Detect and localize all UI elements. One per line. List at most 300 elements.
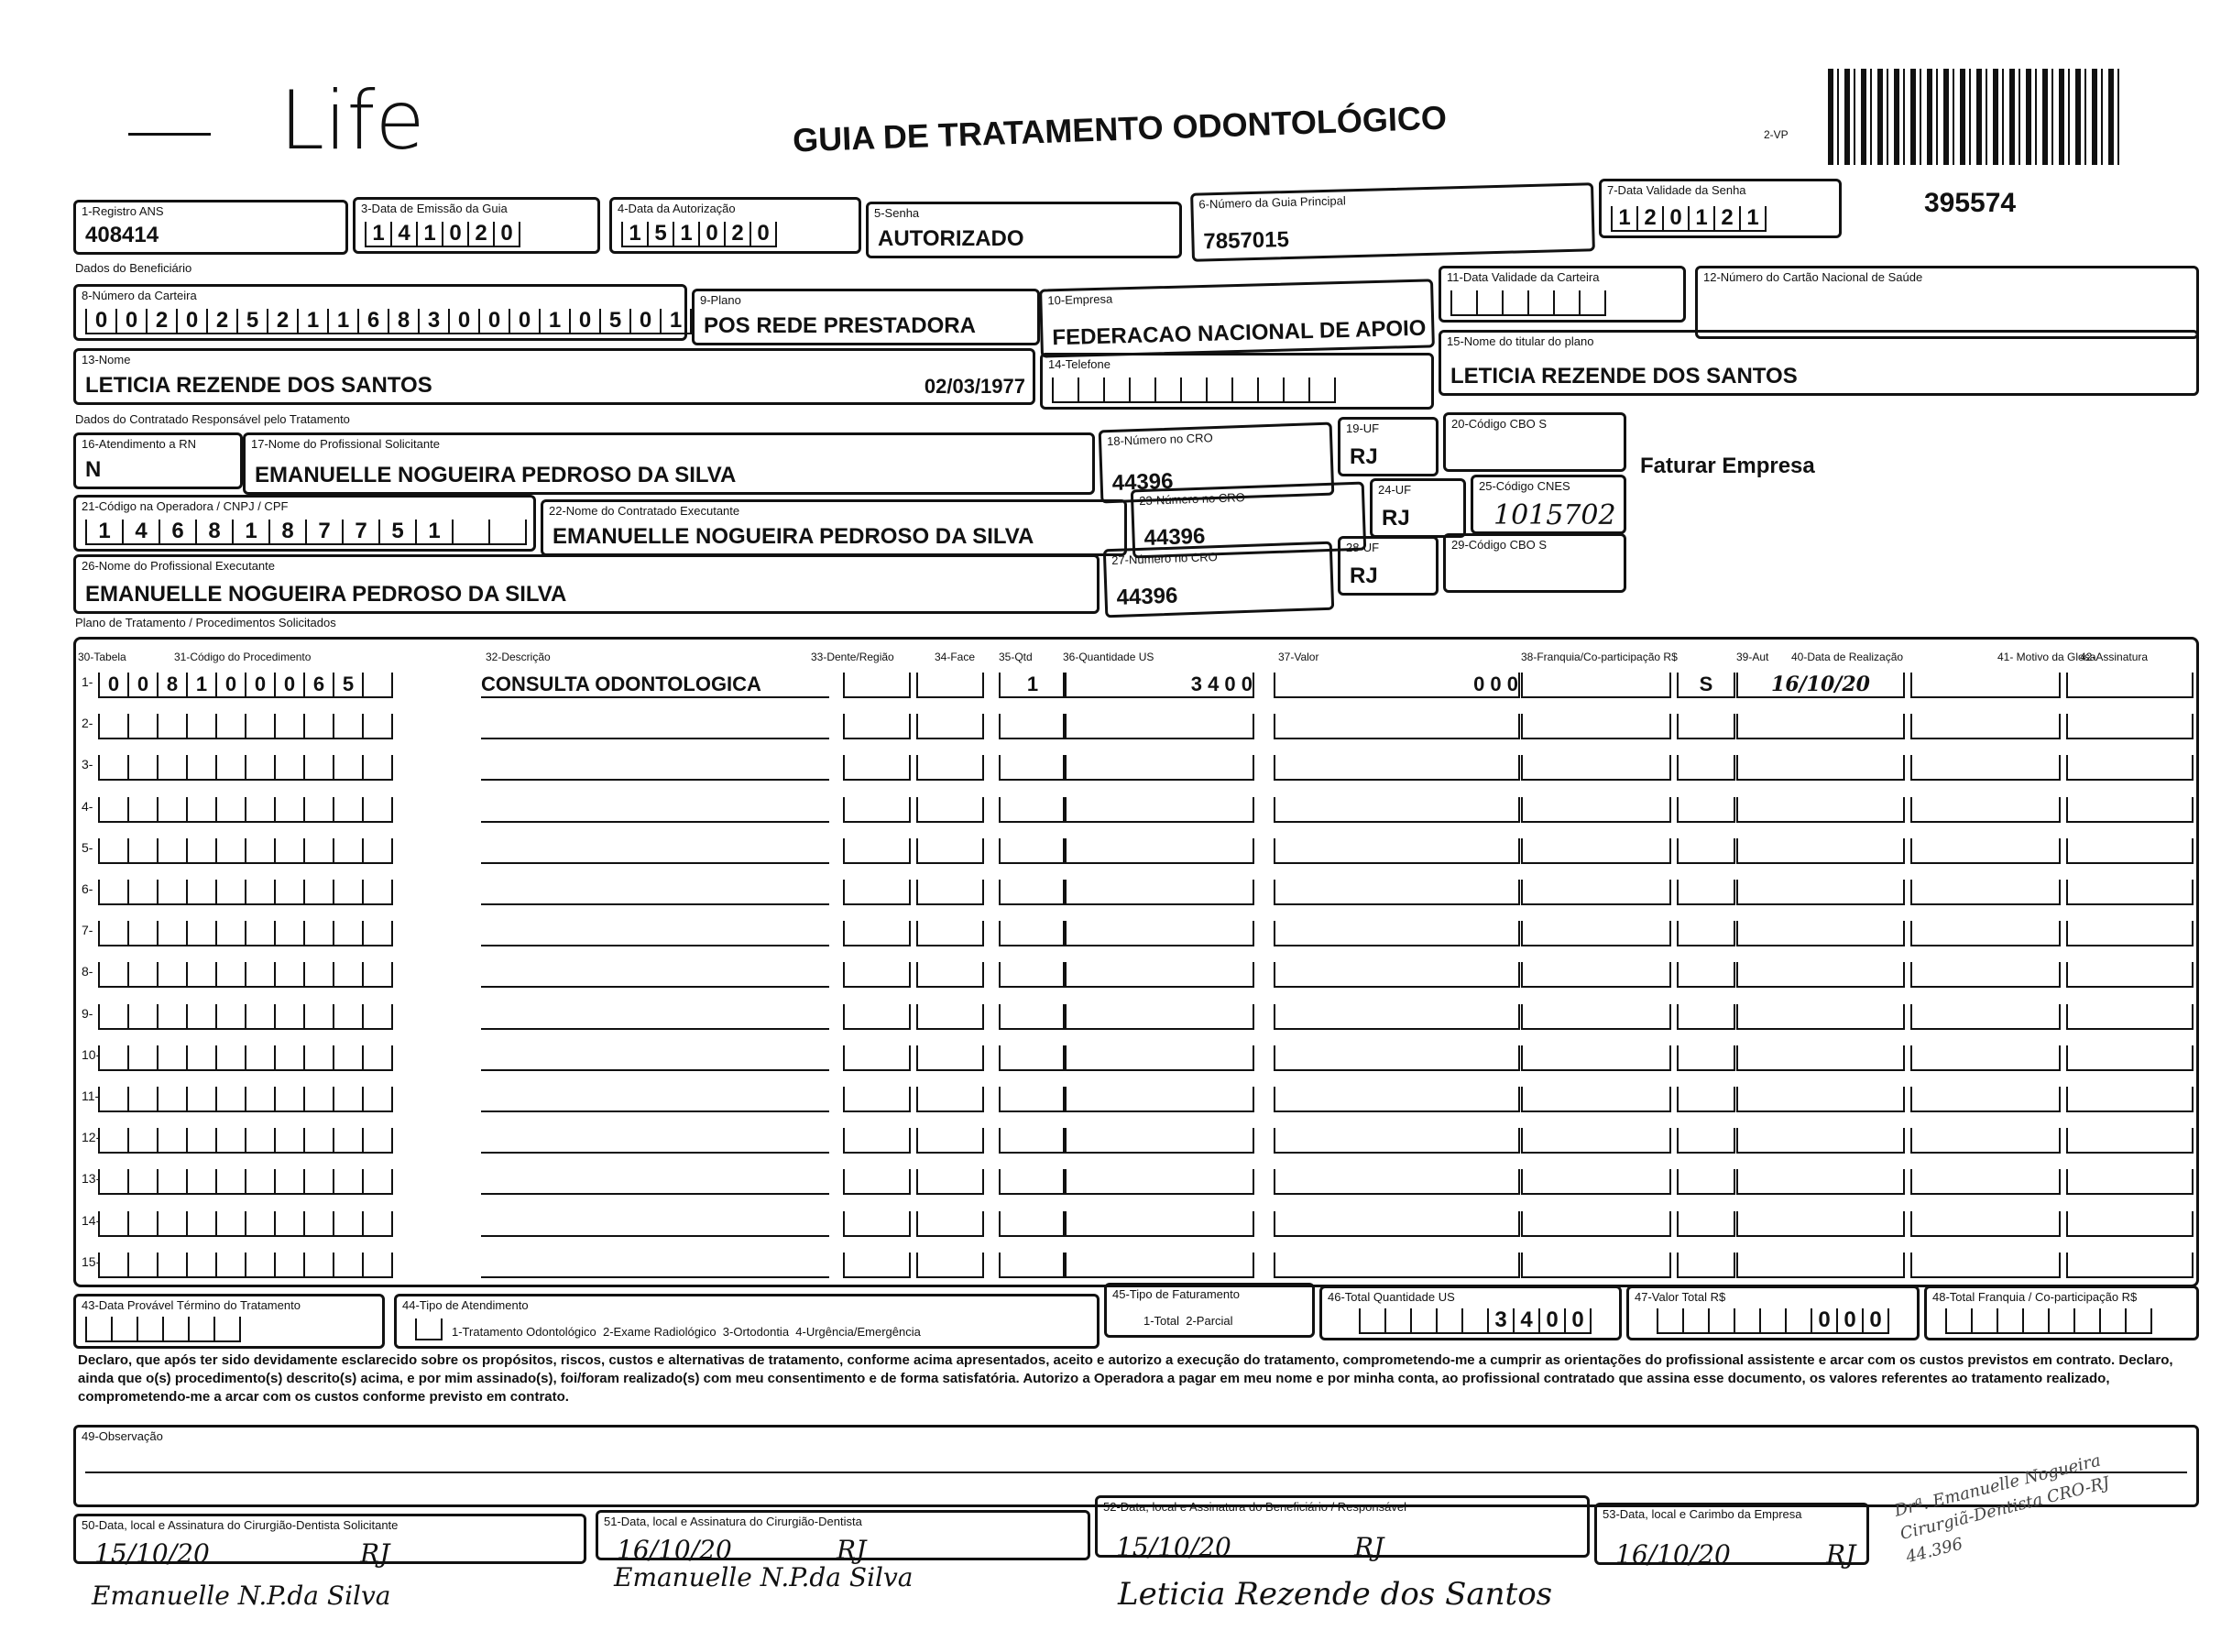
procedure-cell[interactable] <box>999 714 1067 739</box>
procedure-cell[interactable] <box>843 880 911 905</box>
procedure-cell[interactable] <box>1910 1253 2061 1278</box>
page-title: GUIA DE TRATAMENTO ODONTOLÓGICO <box>792 98 1448 159</box>
contratado-executante-box[interactable] <box>541 499 1127 556</box>
procedure-cell[interactable]: S <box>1677 673 1735 698</box>
digit <box>127 755 157 781</box>
uf-contratado-box[interactable] <box>1370 478 1466 538</box>
digit <box>186 755 215 781</box>
total-us-digits <box>1359 1308 1592 1334</box>
procedure-cell[interactable] <box>1521 1211 1671 1237</box>
numero-carteira-box[interactable] <box>73 284 687 341</box>
procedure-cell[interactable] <box>1736 1169 1905 1195</box>
tipo-atendimento-box[interactable] <box>394 1294 1100 1349</box>
digit <box>98 962 127 988</box>
procedure-cell[interactable] <box>1677 880 1735 905</box>
titular-label: 15-Nome do titular do plano <box>1447 334 1594 348</box>
digit <box>303 880 333 905</box>
procedure-cell[interactable] <box>916 962 984 988</box>
procedure-code[interactable] <box>98 921 393 946</box>
procedure-cell[interactable] <box>999 1211 1067 1237</box>
procedure-cell[interactable] <box>2066 1169 2194 1195</box>
procedure-cell[interactable] <box>1910 673 2061 698</box>
uf-executante-box[interactable] <box>1338 536 1439 596</box>
cbo-executante-box[interactable] <box>1443 533 1626 593</box>
procedure-description[interactable] <box>481 714 829 739</box>
digit <box>333 714 362 739</box>
digit: 1 <box>232 520 268 545</box>
data-autorizacao-box[interactable] <box>609 197 861 254</box>
procedure-description[interactable] <box>481 1045 829 1071</box>
procedure-code[interactable] <box>98 673 393 698</box>
procedure-row[interactable] <box>78 710 2194 747</box>
procedure-cell[interactable] <box>2066 673 2194 698</box>
plano-box[interactable] <box>692 289 1040 345</box>
procedure-cell[interactable] <box>1063 880 1254 905</box>
digit <box>362 714 393 739</box>
digit <box>488 520 527 545</box>
procedure-cell[interactable] <box>999 962 1067 988</box>
digit: 2 <box>1713 206 1739 232</box>
procedure-cell[interactable] <box>1521 797 1671 823</box>
procedure-cell[interactable] <box>916 1211 984 1237</box>
row-number: 4- <box>82 798 93 814</box>
digit: 4 <box>1513 1308 1538 1334</box>
digit <box>215 1169 245 1195</box>
telefone-box[interactable] <box>1040 353 1434 410</box>
digit <box>215 755 245 781</box>
nome-box[interactable] <box>73 348 1035 405</box>
procedure-description[interactable] <box>481 921 829 946</box>
procedure-cell[interactable] <box>1910 1169 2061 1195</box>
profissional-executante-box[interactable] <box>73 554 1100 614</box>
procedure-cell[interactable] <box>1063 1004 1254 1030</box>
digit <box>186 1253 215 1278</box>
atendimento-rn-box[interactable] <box>73 432 243 489</box>
procedure-cell[interactable] <box>999 1253 1067 1278</box>
guia-principal-label: 6-Número da Guia Principal <box>1198 193 1346 212</box>
procedure-cell[interactable] <box>1274 838 1520 864</box>
procedure-cell[interactable] <box>1063 1211 1254 1237</box>
procedure-cell[interactable] <box>1677 1004 1735 1030</box>
cnes-box[interactable] <box>1471 475 1626 534</box>
procedure-row[interactable] <box>78 1165 2194 1202</box>
procedure-code[interactable] <box>98 880 393 905</box>
procedure-cell[interactable] <box>1521 921 1671 946</box>
total-franquia-box[interactable] <box>1924 1285 2199 1340</box>
procedure-cell[interactable] <box>2066 1004 2194 1030</box>
procedure-cell[interactable] <box>1521 880 1671 905</box>
procedure-cell[interactable] <box>1677 921 1735 946</box>
sig-beneficiario-signature: Leticia Rezende dos Santos <box>1118 1576 1553 1613</box>
procedure-cell[interactable] <box>1910 1087 2061 1112</box>
digit <box>303 1128 333 1154</box>
profissional-solicitante-value: EMANUELLE NOGUEIRA PEDROSO DA SILVA <box>255 463 737 487</box>
digit: 8 <box>268 520 305 545</box>
digit: 0 <box>478 309 509 334</box>
procedure-cell[interactable] <box>1736 1211 1905 1237</box>
procedure-cell[interactable] <box>1736 1128 1905 1154</box>
procedure-row[interactable] <box>78 669 2194 706</box>
procedure-code[interactable] <box>98 1169 393 1195</box>
procedure-cell[interactable] <box>1521 1004 1671 1030</box>
procedure-code[interactable] <box>98 962 393 988</box>
procedure-cell[interactable] <box>2066 880 2194 905</box>
total-us-box[interactable] <box>1319 1285 1622 1340</box>
procedure-cell[interactable] <box>1677 1211 1735 1237</box>
procedure-cell[interactable] <box>1274 1211 1520 1237</box>
procedure-cell[interactable] <box>1736 962 1905 988</box>
procedure-cell[interactable] <box>1677 755 1735 781</box>
section-plano-tratamento: Plano de Tratamento / Procedimentos Solicitados <box>75 616 336 629</box>
procedure-description[interactable] <box>481 880 829 905</box>
procedure-cell[interactable] <box>999 1169 1067 1195</box>
procedure-cell[interactable] <box>916 1004 984 1030</box>
procedure-code[interactable] <box>98 1004 393 1030</box>
procedure-cell[interactable]: 3 4 0 0 <box>1063 673 1254 698</box>
procedure-cell[interactable] <box>999 838 1067 864</box>
procedure-cell[interactable] <box>843 921 911 946</box>
digit <box>274 1253 303 1278</box>
procedure-cell[interactable] <box>1521 1045 1671 1071</box>
procedure-cell[interactable] <box>1910 1045 2061 1071</box>
procedure-cell[interactable] <box>1063 962 1254 988</box>
procedure-code[interactable] <box>98 1087 393 1112</box>
nome-label: 13-Nome <box>82 353 131 367</box>
procedure-cell[interactable] <box>1274 1004 1520 1030</box>
valor-total-box[interactable] <box>1626 1285 1920 1340</box>
procedure-cell[interactable] <box>1521 1253 1671 1278</box>
procedure-description[interactable] <box>481 1169 829 1195</box>
digit <box>333 921 362 946</box>
procedure-cell[interactable] <box>999 1128 1067 1154</box>
digit <box>186 921 215 946</box>
procedure-cell[interactable] <box>1063 1087 1254 1112</box>
digit: 0 <box>115 309 146 334</box>
guia-principal-box[interactable] <box>1190 182 1595 261</box>
procedure-cell[interactable] <box>1274 797 1520 823</box>
digit <box>303 714 333 739</box>
procedure-code[interactable] <box>98 1253 393 1278</box>
procedure-cell[interactable] <box>1274 714 1520 739</box>
procedure-cell[interactable] <box>1274 1253 1520 1278</box>
procedure-cell[interactable] <box>2066 962 2194 988</box>
validade-carteira-box[interactable] <box>1439 266 1686 323</box>
procedure-cell[interactable] <box>1521 714 1671 739</box>
tipo-atendimento-checkbox[interactable] <box>415 1318 443 1340</box>
digit: 1 <box>539 309 569 334</box>
procedure-cell[interactable] <box>843 1004 911 1030</box>
cartao-nacional-box[interactable] <box>1695 266 2199 339</box>
procedure-cell[interactable] <box>1736 880 1905 905</box>
procedure-cell[interactable] <box>2066 1045 2194 1071</box>
digit <box>215 1087 245 1112</box>
procedure-cell[interactable] <box>1910 1211 2061 1237</box>
procedure-code[interactable] <box>98 1045 393 1071</box>
procedure-cell[interactable] <box>1677 714 1735 739</box>
profissional-solicitante-box[interactable] <box>243 432 1095 495</box>
procedure-cell[interactable] <box>1521 755 1671 781</box>
procedure-row[interactable] <box>78 958 2194 995</box>
procedure-cell[interactable]: 1 <box>999 673 1067 698</box>
digit <box>333 880 362 905</box>
digit <box>245 755 274 781</box>
procedure-cell[interactable] <box>999 880 1067 905</box>
validade-senha-box[interactable] <box>1599 179 1842 238</box>
procedure-cell[interactable] <box>843 1128 911 1154</box>
procedure-description[interactable] <box>481 962 829 988</box>
procedure-row[interactable] <box>78 1083 2194 1120</box>
procedure-cell[interactable] <box>1910 880 2061 905</box>
procedure-cell[interactable] <box>1910 797 2061 823</box>
registro-ans-box[interactable] <box>73 200 348 255</box>
procedure-code[interactable] <box>98 1128 393 1154</box>
cartao-nacional-label: 12-Número do Cartão Nacional de Saúde <box>1703 270 1923 284</box>
procedure-cell[interactable] <box>1677 797 1735 823</box>
procedure-cell[interactable] <box>1736 1253 1905 1278</box>
procedure-cell[interactable] <box>916 797 984 823</box>
procedure-description[interactable] <box>481 1128 829 1154</box>
procedure-cell[interactable] <box>1274 755 1520 781</box>
sig-solicitante-label: 50-Data, local e Assinatura do Cirurgião-Dentista Solicitante <box>82 1518 399 1532</box>
procedure-cell[interactable] <box>999 1004 1067 1030</box>
sig-solicitante-box[interactable] <box>73 1514 586 1569</box>
profissional-executante-value: EMANUELLE NOGUEIRA PEDROSO DA SILVA <box>85 582 567 607</box>
procedure-cell[interactable] <box>843 1169 911 1195</box>
procedure-cell[interactable] <box>999 797 1067 823</box>
procedure-cell[interactable] <box>1274 921 1520 946</box>
procedure-cell[interactable] <box>1677 1045 1735 1071</box>
procedure-cell[interactable] <box>2066 797 2194 823</box>
procedure-cell[interactable] <box>1677 1087 1735 1112</box>
procedure-cell[interactable] <box>1521 673 1671 698</box>
procedure-row[interactable] <box>78 1208 2194 1244</box>
procedure-cell[interactable] <box>843 1087 911 1112</box>
procedure-code[interactable] <box>98 838 393 864</box>
procedure-cell[interactable] <box>843 714 911 739</box>
digit <box>98 1253 127 1278</box>
procedure-cell[interactable] <box>1677 962 1735 988</box>
data-emissao-box[interactable] <box>353 197 600 254</box>
procedure-cell[interactable] <box>1736 797 1905 823</box>
procedure-description[interactable] <box>481 797 829 823</box>
data-termino-label: 43-Data Provável Término do Tratamento <box>82 1298 301 1312</box>
procedure-cell[interactable] <box>999 1087 1067 1112</box>
section-beneficiario: Dados do Beneficiário <box>75 261 192 275</box>
procedure-cell[interactable] <box>1910 962 2061 988</box>
procedure-cell[interactable] <box>1063 838 1254 864</box>
sig-dentista-box[interactable] <box>596 1510 1090 1565</box>
procedure-cell[interactable] <box>843 797 911 823</box>
procedure-row[interactable] <box>78 1042 2194 1078</box>
digit <box>98 1087 127 1112</box>
procedure-description[interactable]: CONSULTA ODONTOLOGICA <box>481 673 829 698</box>
procedure-cell[interactable] <box>916 838 984 864</box>
procedure-cell[interactable]: 0 0 0 <box>1274 673 1520 698</box>
procedure-cell[interactable] <box>1910 714 2061 739</box>
procedure-cell[interactable] <box>916 673 984 698</box>
digit <box>215 1045 245 1071</box>
digit <box>186 1128 215 1154</box>
procedure-cell[interactable] <box>843 1045 911 1071</box>
column-header: 32-Descrição <box>486 651 551 663</box>
procedure-cell[interactable] <box>1910 921 2061 946</box>
procedure-cell[interactable] <box>1274 1087 1520 1112</box>
empresa-box[interactable] <box>1039 279 1435 357</box>
procedure-code[interactable] <box>98 797 393 823</box>
procedure-description[interactable] <box>481 1211 829 1237</box>
brand-logo: Life <box>279 73 425 168</box>
procedure-cell[interactable] <box>1063 1169 1254 1195</box>
tipo-faturamento-box[interactable] <box>1104 1283 1315 1338</box>
procedure-cell[interactable] <box>1736 1004 1905 1030</box>
procedure-cell[interactable] <box>1063 797 1254 823</box>
procedure-cell[interactable] <box>916 1253 984 1278</box>
procedure-cell[interactable] <box>1521 838 1671 864</box>
procedure-cell[interactable] <box>1677 838 1735 864</box>
procedure-cell[interactable] <box>1521 1087 1671 1112</box>
procedure-cell[interactable] <box>2066 714 2194 739</box>
cro-executante-value: 44396 <box>1116 583 1178 610</box>
procedure-cell[interactable] <box>916 1045 984 1071</box>
atendimento-rn-label: 16-Atendimento a RN <box>82 437 197 451</box>
procedure-cell[interactable] <box>1274 1045 1520 1071</box>
sig-beneficiario-box[interactable] <box>1095 1495 1590 1562</box>
procedure-cell[interactable] <box>2066 1128 2194 1154</box>
procedure-row[interactable] <box>78 1001 2194 1037</box>
procedure-code[interactable] <box>98 755 393 781</box>
procedure-cell[interactable] <box>1910 1004 2061 1030</box>
digit <box>333 1128 362 1154</box>
procedure-cell[interactable]: 16/10/20 <box>1736 673 1905 698</box>
procedure-cell[interactable] <box>1736 921 1905 946</box>
digit <box>215 962 245 988</box>
procedure-cell[interactable] <box>2066 838 2194 864</box>
procedure-cell[interactable] <box>916 1128 984 1154</box>
procedure-cell[interactable] <box>916 1087 984 1112</box>
procedure-cell[interactable] <box>2066 1087 2194 1112</box>
procedure-row[interactable] <box>78 835 2194 871</box>
digit <box>157 797 186 823</box>
procedure-cell[interactable] <box>1274 880 1520 905</box>
procedure-cell[interactable] <box>916 1169 984 1195</box>
procedure-cell[interactable] <box>1063 1128 1254 1154</box>
digit: 6 <box>159 520 195 545</box>
procedure-cell[interactable] <box>843 962 911 988</box>
procedure-description[interactable] <box>481 1087 829 1112</box>
procedure-cell[interactable] <box>999 1045 1067 1071</box>
procedure-cell[interactable] <box>1063 1045 1254 1071</box>
procedure-cell[interactable] <box>1677 1169 1735 1195</box>
procedure-cell[interactable] <box>916 880 984 905</box>
sig-empresa-box[interactable] <box>1594 1503 1869 1570</box>
procedure-cell[interactable] <box>1063 755 1254 781</box>
procedure-cell[interactable] <box>843 838 911 864</box>
procedure-cell[interactable] <box>916 755 984 781</box>
procedure-cell[interactable] <box>1736 755 1905 781</box>
procedure-row[interactable] <box>78 876 2194 913</box>
procedure-cell[interactable] <box>916 714 984 739</box>
row-number: 7- <box>82 923 93 938</box>
row-number: 8- <box>82 964 93 979</box>
cnes-label: 25-Código CNES <box>1479 479 1570 493</box>
procedure-cell[interactable] <box>843 1253 911 1278</box>
procedure-cell[interactable] <box>1910 838 2061 864</box>
uf-solicitante-box[interactable] <box>1338 417 1439 476</box>
procedure-cell[interactable] <box>2066 755 2194 781</box>
senha-box[interactable] <box>866 202 1182 258</box>
procedure-row[interactable] <box>78 793 2194 830</box>
procedure-cell[interactable] <box>999 755 1067 781</box>
procedure-code[interactable] <box>98 1211 393 1237</box>
digit <box>157 1253 186 1278</box>
procedure-row[interactable] <box>78 917 2194 954</box>
procedure-description[interactable] <box>481 1004 829 1030</box>
digit <box>245 962 274 988</box>
procedure-cell[interactable] <box>1736 1045 1905 1071</box>
procedure-cell[interactable] <box>2066 1253 2194 1278</box>
cro-executante-box[interactable] <box>1103 542 1334 618</box>
procedure-row[interactable] <box>78 1124 2194 1161</box>
procedure-cell[interactable] <box>843 1211 911 1237</box>
procedure-cell[interactable] <box>1736 1087 1905 1112</box>
procedure-cell[interactable] <box>999 921 1067 946</box>
digit: 7 <box>342 520 378 545</box>
procedure-cell[interactable] <box>1274 1128 1520 1154</box>
digit <box>127 1253 157 1278</box>
total-us-label: 46-Total Quantidade US <box>1328 1290 1455 1304</box>
procedure-cell[interactable] <box>1521 1128 1671 1154</box>
procedure-cell[interactable] <box>1063 921 1254 946</box>
procedure-description[interactable] <box>481 838 829 864</box>
titular-box[interactable] <box>1439 330 2199 396</box>
codigo-operadora-box[interactable] <box>73 495 536 552</box>
procedure-cell[interactable] <box>843 755 911 781</box>
procedure-cell[interactable] <box>1910 755 2061 781</box>
procedure-description[interactable] <box>481 1253 829 1278</box>
procedure-cell[interactable] <box>2066 921 2194 946</box>
procedure-cell[interactable] <box>916 921 984 946</box>
cbo-solicitante-box[interactable] <box>1443 412 1626 472</box>
procedure-code[interactable] <box>98 714 393 739</box>
data-termino-box[interactable] <box>73 1294 385 1349</box>
procedure-cell[interactable] <box>1521 1169 1671 1195</box>
procedure-cell[interactable] <box>1274 1169 1520 1195</box>
procedure-cell[interactable] <box>843 673 911 698</box>
procedure-cell[interactable] <box>2066 1211 2194 1237</box>
procedure-description[interactable] <box>481 755 829 781</box>
column-header: 31-Código do Procedimento <box>174 651 312 663</box>
procedure-cell[interactable] <box>1063 1253 1254 1278</box>
procedure-cell[interactable] <box>1677 1128 1735 1154</box>
procedure-cell[interactable] <box>1677 1253 1735 1278</box>
procedure-row[interactable] <box>78 751 2194 788</box>
digit: 0 <box>1662 206 1688 232</box>
uf-solicitante-value: RJ <box>1350 444 1378 469</box>
digit <box>186 838 215 864</box>
digit <box>98 714 127 739</box>
procedure-cell[interactable] <box>1274 962 1520 988</box>
digit <box>245 1004 274 1030</box>
procedure-cell[interactable] <box>1063 714 1254 739</box>
digit <box>215 880 245 905</box>
procedure-cell[interactable] <box>1910 1128 2061 1154</box>
procedure-cell[interactable] <box>1736 714 1905 739</box>
procedure-cell[interactable] <box>1736 838 1905 864</box>
procedure-cell[interactable] <box>1521 962 1671 988</box>
digit <box>186 1211 215 1237</box>
digit: 0 <box>442 222 467 247</box>
procedure-row[interactable] <box>78 1249 2194 1285</box>
